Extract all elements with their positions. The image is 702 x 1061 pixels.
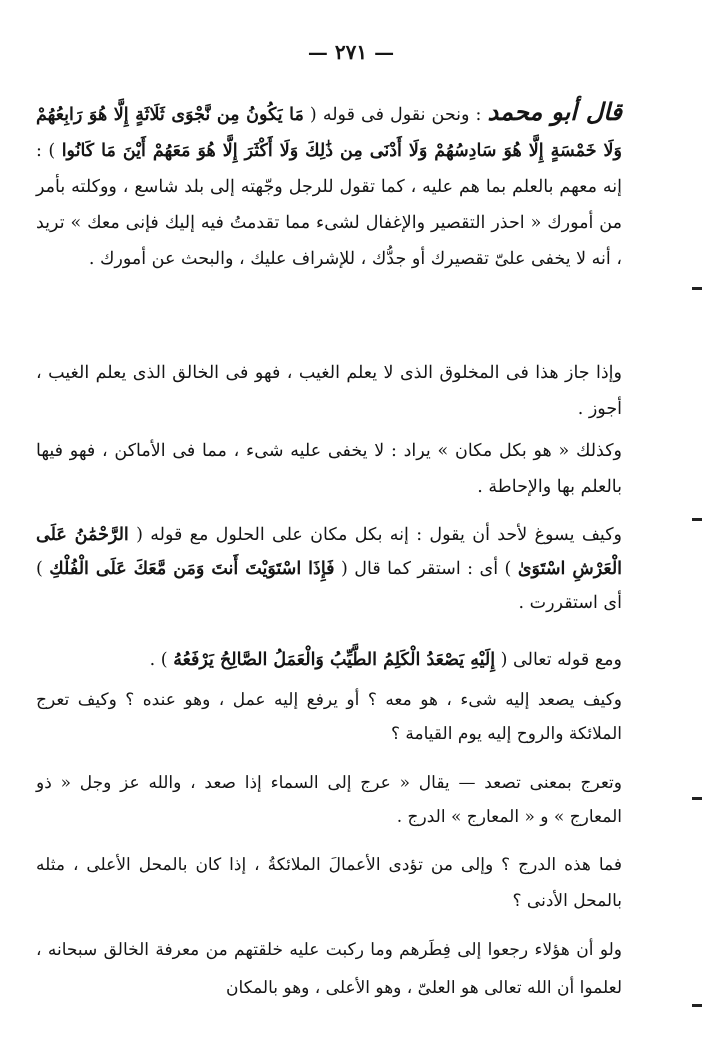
paragraph-text: ) : إنه معهم بالعلم بما هم عليه ، كما تقول للرجل وجّهته إلى بلد شاسع ، ووكلته بأمر من أمورك « احذر التقصير والإغفال لشىء مما تقدمتُ فيه إليك فإنى معك » تريد ، أنه لا يخفى علىّ تقصيرك أو جدُّك ، للإشراف عليك ، والبحث عن أمورك . <box>36 141 622 269</box>
paragraph-text: ومع قوله تعالى ( <box>495 650 622 670</box>
paragraph-heading: قال أبو محمد <box>487 97 623 126</box>
paragraph-text: وكيف يسوغ لأحد أن يقول : إنه بكل مكان على الحلول مع قوله ( <box>128 525 622 545</box>
paragraph-text: ) أى : استقر كما قال ( <box>334 559 518 579</box>
paragraph-text: ) . <box>149 650 174 670</box>
margin-mark <box>692 1004 702 1007</box>
paragraph-2: وإذا جاز هذا فى المخلوق الذى لا يعلم الغيب ، فهو فى الخالق الذى يعلم الغيب ، أجوز . <box>36 363 622 419</box>
paragraph-8: فما هذه الدرج ؟ وإلى من تؤدى الأعمالَ الملائكةُ ، إذا كان بالمحل الأعلى ، مثله بالمحل الأدنى ؟ <box>36 855 622 911</box>
margin-mark <box>692 518 702 521</box>
paragraph-6: وكيف يصعد إليه شىء ، هو معه ؟ أو يرفع إليه عمل ، وهو عنده ؟ وكيف تعرج الملائكة والروح إليه يوم القيامة ؟ <box>36 690 622 744</box>
page-number: — ٢٧١ — <box>307 40 395 64</box>
paragraph-text: ) أى استقررت . <box>36 559 622 613</box>
quran-quote: إِلَيْهِ يَصْعَدُ الْكَلِمُ الطَّيِّبُ وَالْعَمَلُ الصَّالِحُ يَرْفَعُهُ <box>173 650 496 670</box>
quran-quote: مَا يَكُونُ مِن نَّجْوَى ثَلَاثَةٍ إِلَّا هُوَ رَابِعُهُمْ وَلَا خَمْسَةٍ إِلَّا هُوَ سَادِسُهُمْ وَلَا أَدْنَى مِن ذَٰلِكَ وَلَا أَكْثَرَ إِلَّا هُوَ مَعَهُمْ أَيْنَ مَا كَانُوا <box>36 105 622 161</box>
paragraph-text: : ونحن نقول فى قوله ( <box>303 105 488 125</box>
margin-mark <box>692 797 702 800</box>
quran-quote: فَإِذَا اسْتَوَيْتَ أَنتَ وَمَن مَّعَكَ عَلَى الْفُلْكِ <box>49 559 335 579</box>
paragraph-1 <box>36 94 622 277</box>
paragraph-4 <box>36 518 622 620</box>
paragraph-9: ولو أن هؤلاء رجعوا إلى فِطَرهم وما ركبت عليه خلقتهم من معرفة الخالق سبحانه ، لعلموا أن الله تعالى هو العلىّ ، وهو الأعلى ، وهو بالمكان <box>36 940 622 998</box>
paragraph-3: وكذلك « هو بكل مكان » يراد : لا يخفى عليه شىء ، مما فى الأماكن ، فهو فيها بالعلم بها والإحاطة . <box>36 441 622 497</box>
quran-quote: الرَّحْمَٰنُ عَلَى الْعَرْشِ اسْتَوَىٰ <box>36 525 623 579</box>
margin-mark <box>692 287 702 290</box>
paragraph-5 <box>36 644 622 677</box>
paragraph-7: وتعرج بمعنى تصعد — يقال « عرج إلى السماء إذا صعد ، والله عز وجل « ذو المعارج » و « المعارج » الدرج . <box>36 773 622 827</box>
